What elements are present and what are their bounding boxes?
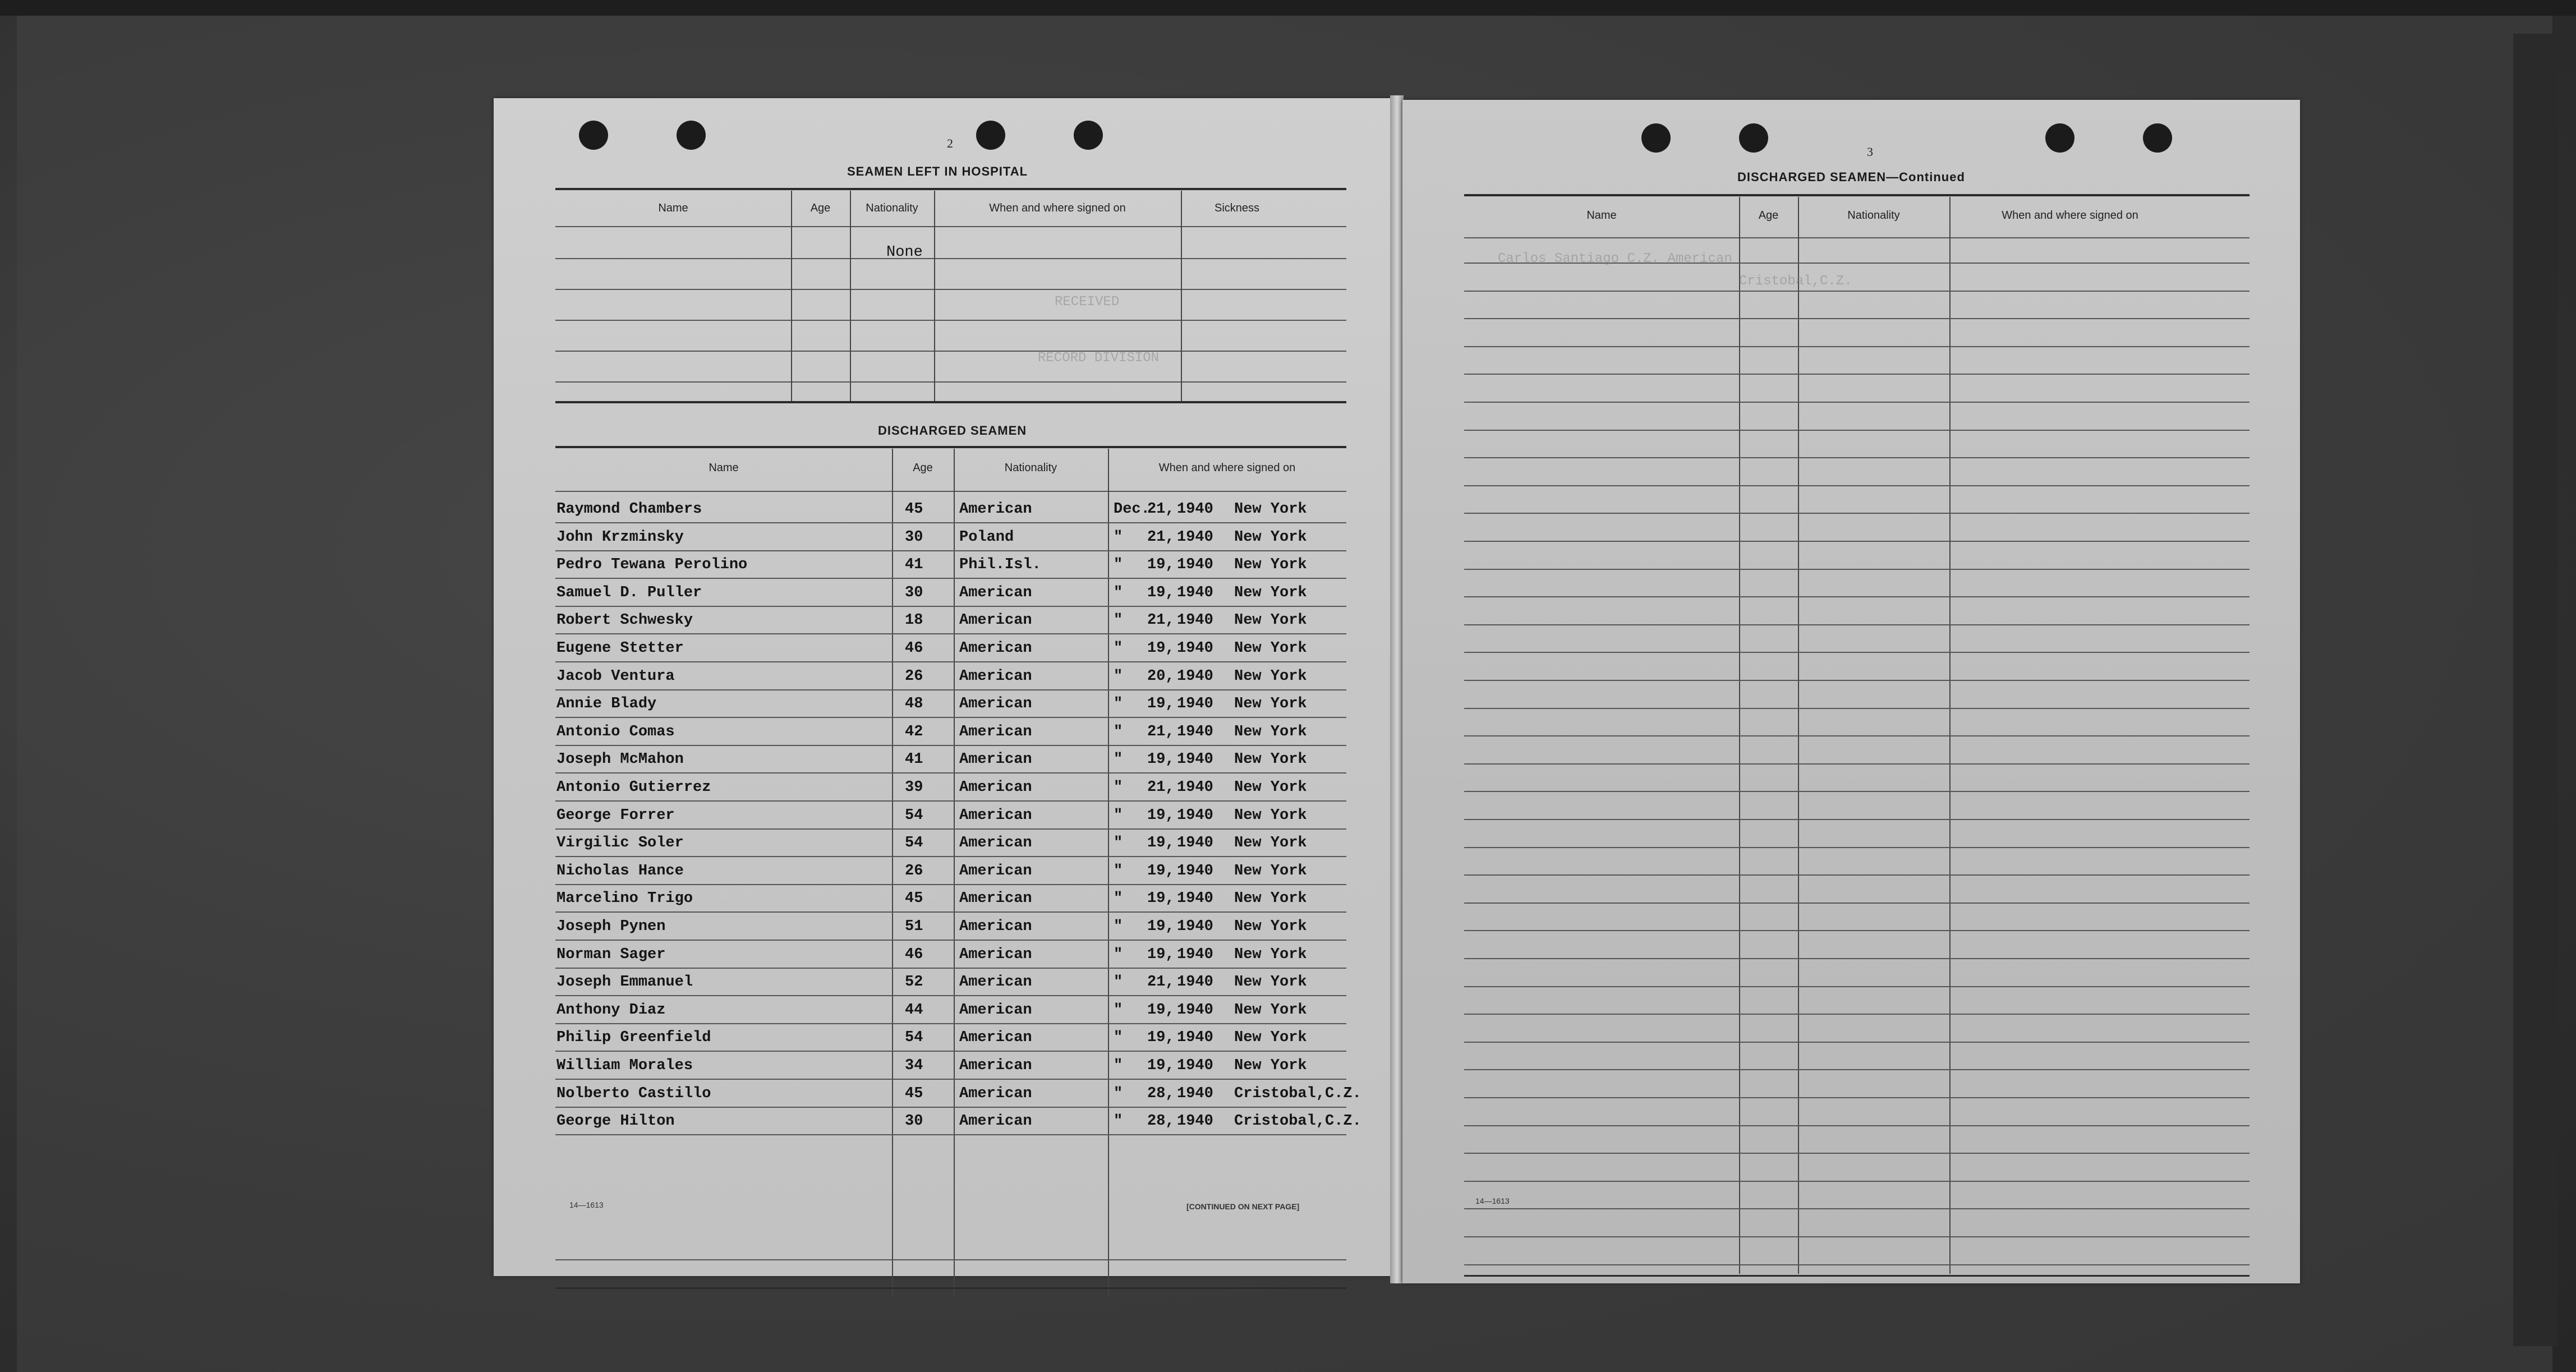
discharged-continued-title: DISCHARGED SEAMEN—Continued xyxy=(1737,170,1965,184)
table-row-line xyxy=(1464,1236,2250,1237)
seaman-name: Antonio Comas xyxy=(556,724,675,740)
table-row-line xyxy=(555,633,1346,634)
seaman-age: 41 xyxy=(905,751,923,768)
table-row-line xyxy=(1464,569,2250,570)
table-row-line xyxy=(1464,930,2250,931)
signed-on-month: " xyxy=(1114,556,1123,573)
seaman-name: Raymond Chambers xyxy=(556,501,702,518)
table-row-line xyxy=(1464,1208,2250,1209)
signed-on-month: " xyxy=(1114,640,1123,657)
seaman-name: Robert Schwesky xyxy=(556,612,693,629)
signed-on-month: " xyxy=(1114,807,1123,824)
signed-on-day: 19, xyxy=(1147,863,1175,880)
table-row-line xyxy=(555,1107,1346,1108)
seaman-age: 34 xyxy=(905,1057,923,1074)
seaman-name: Nicholas Hance xyxy=(556,863,684,880)
table-line xyxy=(555,351,1346,352)
table-row-line xyxy=(555,550,1346,551)
col-header-nationality: Nationality xyxy=(1004,462,1057,474)
seaman-nationality: American xyxy=(959,779,1032,796)
table-line xyxy=(555,1259,1346,1260)
table-row-line xyxy=(555,578,1346,579)
table-rule xyxy=(1464,194,2250,196)
seaman-nationality: American xyxy=(959,696,1032,712)
seaman-age: 45 xyxy=(905,1085,923,1102)
seaman-name: Eugene Stetter xyxy=(556,640,684,657)
signed-on-place: New York xyxy=(1234,1002,1307,1019)
seaman-age: 54 xyxy=(905,1029,923,1046)
signed-on-year: 1940 xyxy=(1177,974,1213,991)
table-row-line xyxy=(1464,1153,2250,1154)
signed-on-day: 21, xyxy=(1147,724,1175,740)
punch-hole xyxy=(1641,123,1671,153)
page-number: 2 xyxy=(947,136,953,150)
signed-on-place: New York xyxy=(1234,807,1307,824)
signed-on-month: " xyxy=(1114,779,1123,796)
seaman-name: Samuel D. Puller xyxy=(556,584,702,601)
signed-on-month: " xyxy=(1114,612,1123,629)
table-row-line xyxy=(1464,624,2250,625)
signed-on-day: 20, xyxy=(1147,668,1175,685)
seaman-age: 30 xyxy=(905,1113,923,1130)
signed-on-day: 21, xyxy=(1147,529,1175,546)
table-row-line xyxy=(555,745,1346,746)
seaman-age: 41 xyxy=(905,556,923,573)
seaman-nationality: Poland xyxy=(959,529,1014,546)
seaman-name: Norman Sager xyxy=(556,946,666,963)
table-row-line xyxy=(555,940,1346,941)
col-header-age: Age xyxy=(1758,209,1779,222)
seaman-age: 42 xyxy=(905,724,923,740)
seaman-nationality: American xyxy=(959,863,1032,880)
table-line xyxy=(555,289,1346,290)
signed-on-year: 1940 xyxy=(1177,1057,1213,1074)
table-row-line xyxy=(1464,735,2250,736)
signed-on-place: New York xyxy=(1234,529,1307,546)
table-row-line xyxy=(555,522,1346,523)
seaman-age: 18 xyxy=(905,612,923,629)
table-divider xyxy=(1181,191,1182,401)
seaman-nationality: American xyxy=(959,918,1032,935)
seaman-nationality: American xyxy=(959,724,1032,740)
seaman-nationality: Phil.Isl. xyxy=(959,556,1041,573)
table-row-line xyxy=(1464,513,2250,514)
table-row-line xyxy=(1464,708,2250,709)
signed-on-month: " xyxy=(1114,668,1123,685)
signed-on-month: " xyxy=(1114,863,1123,880)
table-row-line xyxy=(555,772,1346,774)
signed-on-year: 1940 xyxy=(1177,946,1213,963)
table-row-line xyxy=(1464,791,2250,792)
col-header-name: Name xyxy=(709,462,739,474)
punch-hole xyxy=(2045,123,2074,153)
signed-on-year: 1940 xyxy=(1177,724,1213,740)
signed-on-day: 28, xyxy=(1147,1113,1175,1130)
signed-on-place: New York xyxy=(1234,584,1307,601)
table-row-line xyxy=(555,1023,1346,1024)
continued-note: [CONTINUED ON NEXT PAGE] xyxy=(1186,1202,1300,1211)
right-page xyxy=(1402,100,2300,1283)
table-row-line xyxy=(555,995,1346,996)
signed-on-place: New York xyxy=(1234,863,1307,880)
signed-on-month: " xyxy=(1114,974,1123,991)
hospital-section-title: SEAMEN LEFT IN HOSPITAL xyxy=(847,164,1028,178)
table-row-line xyxy=(1464,430,2250,431)
table-row-line xyxy=(1464,541,2250,542)
signed-on-day: 19, xyxy=(1147,696,1175,712)
table-row-line xyxy=(555,717,1346,718)
punch-hole xyxy=(1739,123,1768,153)
signed-on-day: 19, xyxy=(1147,946,1175,963)
page-fold xyxy=(1390,95,1404,1283)
seaman-age: 54 xyxy=(905,807,923,824)
seaman-age: 48 xyxy=(905,696,923,712)
hospital-entry: None xyxy=(886,244,923,261)
signed-on-place: New York xyxy=(1234,918,1307,935)
signed-on-day: 21, xyxy=(1147,612,1175,629)
table-rule xyxy=(555,401,1346,403)
seaman-nationality: American xyxy=(959,612,1032,629)
table-row-line xyxy=(1464,1014,2250,1015)
signed-on-month: " xyxy=(1114,751,1123,768)
table-row-line xyxy=(1464,318,2250,319)
punch-hole xyxy=(677,121,706,150)
seaman-name: Joseph Emmanuel xyxy=(556,974,693,991)
table-row-line xyxy=(1464,958,2250,959)
signed-on-month: " xyxy=(1114,1002,1123,1019)
seaman-name: Nolberto Castillo xyxy=(556,1085,711,1102)
seaman-age: 26 xyxy=(905,668,923,685)
table-divider xyxy=(954,449,955,1296)
signed-on-day: 19, xyxy=(1147,1029,1175,1046)
table-divider xyxy=(850,191,851,401)
seaman-name: Antonio Gutierrez xyxy=(556,779,711,796)
seaman-nationality: American xyxy=(959,751,1032,768)
signed-on-month: " xyxy=(1114,946,1123,963)
signed-on-day: 19, xyxy=(1147,835,1175,851)
seaman-age: 46 xyxy=(905,640,923,657)
col-header-age: Age xyxy=(913,462,933,474)
signed-on-year: 1940 xyxy=(1177,556,1213,573)
seaman-name: Anthony Diaz xyxy=(556,1002,666,1019)
table-row-line xyxy=(1464,652,2250,653)
signed-on-place: New York xyxy=(1234,946,1307,963)
signed-on-month: " xyxy=(1114,918,1123,935)
table-row-line xyxy=(1464,457,2250,458)
table-row-line xyxy=(1464,1097,2250,1098)
seaman-nationality: American xyxy=(959,835,1032,851)
signed-on-place: Cristobal,C.Z. xyxy=(1234,1113,1361,1130)
seaman-nationality: American xyxy=(959,668,1032,685)
punch-hole xyxy=(579,121,608,150)
signed-on-day: 28, xyxy=(1147,1085,1175,1102)
seaman-age: 54 xyxy=(905,835,923,851)
signed-on-day: 19, xyxy=(1147,807,1175,824)
seaman-age: 39 xyxy=(905,779,923,796)
table-row-line xyxy=(1464,485,2250,486)
table-line xyxy=(555,258,1346,259)
signed-on-month: " xyxy=(1114,1029,1123,1046)
seaman-nationality: American xyxy=(959,1113,1032,1130)
seaman-nationality: American xyxy=(959,1029,1032,1046)
signed-on-place: New York xyxy=(1234,779,1307,796)
punch-hole xyxy=(1074,121,1103,150)
seaman-age: 44 xyxy=(905,1002,923,1019)
table-row-line xyxy=(1464,1264,2250,1265)
punch-hole xyxy=(2143,123,2172,153)
table-line xyxy=(555,381,1346,383)
signed-on-year: 1940 xyxy=(1177,1085,1213,1102)
table-line xyxy=(555,491,1346,492)
table-line xyxy=(555,320,1346,321)
discharged-section-title: DISCHARGED SEAMEN xyxy=(878,423,1027,438)
signed-on-day: 19, xyxy=(1147,890,1175,907)
signed-on-place: New York xyxy=(1234,1029,1307,1046)
signed-on-year: 1940 xyxy=(1177,890,1213,907)
seaman-name: Virgilic Soler xyxy=(556,835,684,851)
signed-on-day: 19, xyxy=(1147,1057,1175,1074)
table-divider xyxy=(892,449,893,1296)
bleed-through-text: Cristobal,C.Z. xyxy=(1739,274,1852,289)
signed-on-month: " xyxy=(1114,724,1123,740)
form-number: 14—1613 xyxy=(1475,1196,1510,1205)
seaman-age: 52 xyxy=(905,974,923,991)
seaman-name: Joseph McMahon xyxy=(556,751,684,768)
table-row-line xyxy=(555,689,1346,690)
seaman-age: 45 xyxy=(905,501,923,518)
table-row-line xyxy=(1464,847,2250,848)
signed-on-day: 19, xyxy=(1147,556,1175,573)
table-row-line xyxy=(555,1051,1346,1052)
signed-on-month: Dec. xyxy=(1114,501,1150,518)
signed-on-year: 1940 xyxy=(1177,918,1213,935)
col-header-sickness: Sickness xyxy=(1214,202,1260,214)
table-row-line xyxy=(1464,986,2250,987)
seaman-name: George Hilton xyxy=(556,1113,675,1130)
col-header-name: Name xyxy=(658,202,688,214)
signed-on-year: 1940 xyxy=(1177,612,1213,629)
table-divider xyxy=(934,191,935,401)
seaman-name: Joseph Pynen xyxy=(556,918,666,935)
table-rule xyxy=(1464,1275,2250,1277)
table-row-line xyxy=(1464,1042,2250,1043)
signed-on-year: 1940 xyxy=(1177,835,1213,851)
scan-top-border xyxy=(0,0,2576,16)
signed-on-place: New York xyxy=(1234,501,1307,518)
punch-hole xyxy=(976,121,1005,150)
signed-on-place: New York xyxy=(1234,556,1307,573)
seaman-nationality: American xyxy=(959,807,1032,824)
seaman-nationality: American xyxy=(959,946,1032,963)
signed-on-year: 1940 xyxy=(1177,1113,1213,1130)
signed-on-day: 19, xyxy=(1147,640,1175,657)
signed-on-day: 19, xyxy=(1147,751,1175,768)
seaman-nationality: American xyxy=(959,1085,1032,1102)
signed-on-place: New York xyxy=(1234,640,1307,657)
table-row-line xyxy=(555,800,1346,802)
signed-on-day: 19, xyxy=(1147,918,1175,935)
signed-on-month: " xyxy=(1114,1113,1123,1130)
seaman-nationality: American xyxy=(959,1002,1032,1019)
col-header-nationality: Nationality xyxy=(866,202,918,214)
seaman-nationality: American xyxy=(959,584,1032,601)
signed-on-place: New York xyxy=(1234,612,1307,629)
seaman-name: Annie Blady xyxy=(556,696,657,712)
seaman-age: 46 xyxy=(905,946,923,963)
seaman-nationality: American xyxy=(959,501,1032,518)
seaman-nationality: American xyxy=(959,974,1032,991)
signed-on-month: " xyxy=(1114,1085,1123,1102)
seaman-name: Jacob Ventura xyxy=(556,668,675,685)
table-rule xyxy=(555,1287,1346,1289)
signed-on-month: " xyxy=(1114,529,1123,546)
bleed-through-text: Carlos Santiago C.Z. American xyxy=(1498,251,1732,266)
table-row-line xyxy=(1464,346,2250,347)
signed-on-year: 1940 xyxy=(1177,529,1213,546)
table-row-line xyxy=(1464,819,2250,820)
signed-on-year: 1940 xyxy=(1177,751,1213,768)
seaman-age: 26 xyxy=(905,863,923,880)
signed-on-year: 1940 xyxy=(1177,501,1213,518)
signed-on-month: " xyxy=(1114,696,1123,712)
table-row-line xyxy=(555,968,1346,969)
signed-on-year: 1940 xyxy=(1177,640,1213,657)
table-row-line xyxy=(1464,763,2250,765)
signed-on-place: New York xyxy=(1234,974,1307,991)
table-rule xyxy=(555,188,1346,190)
signed-on-year: 1940 xyxy=(1177,863,1213,880)
col-header-signed-on: When and where signed on xyxy=(2002,209,2138,222)
signed-on-day: 19, xyxy=(1147,1002,1175,1019)
table-row-line xyxy=(1464,1181,2250,1182)
table-row-line xyxy=(1464,1125,2250,1126)
signed-on-place: New York xyxy=(1234,724,1307,740)
signed-on-year: 1940 xyxy=(1177,584,1213,601)
seaman-nationality: American xyxy=(959,640,1032,657)
table-row-line xyxy=(1464,596,2250,597)
signed-on-year: 1940 xyxy=(1177,807,1213,824)
signed-on-place: New York xyxy=(1234,1057,1307,1074)
table-row-line xyxy=(555,884,1346,885)
table-rule xyxy=(555,446,1346,448)
left-page xyxy=(494,98,1391,1276)
bleed-through-stamp: RECEIVED xyxy=(1055,294,1120,310)
seaman-name: William Morales xyxy=(556,1057,693,1074)
signed-on-month: " xyxy=(1114,835,1123,851)
table-row-line xyxy=(1464,1069,2250,1070)
table-row-line xyxy=(1464,680,2250,681)
scan-right-border xyxy=(2513,34,2558,1346)
signed-on-place: New York xyxy=(1234,668,1307,685)
table-row-line xyxy=(1464,291,2250,292)
seaman-nationality: American xyxy=(959,1057,1032,1074)
signed-on-year: 1940 xyxy=(1177,1029,1213,1046)
table-divider xyxy=(791,191,792,401)
signed-on-place: New York xyxy=(1234,890,1307,907)
signed-on-month: " xyxy=(1114,1057,1123,1074)
col-header-signed-on: When and where signed on xyxy=(989,202,1126,214)
signed-on-month: " xyxy=(1114,890,1123,907)
seaman-age: 30 xyxy=(905,529,923,546)
signed-on-place: New York xyxy=(1234,696,1307,712)
table-row-line xyxy=(555,856,1346,857)
signed-on-day: 21, xyxy=(1147,974,1175,991)
table-line xyxy=(1464,237,2250,238)
table-row-line xyxy=(555,661,1346,662)
seaman-name: John Krzminsky xyxy=(556,529,684,546)
seaman-age: 30 xyxy=(905,584,923,601)
seaman-nationality: American xyxy=(959,890,1032,907)
seaman-name: Philip Greenfield xyxy=(556,1029,711,1046)
signed-on-place: New York xyxy=(1234,835,1307,851)
seaman-name: Marcelino Trigo xyxy=(556,890,693,907)
signed-on-place: Cristobal,C.Z. xyxy=(1234,1085,1361,1102)
signed-on-year: 1940 xyxy=(1177,1002,1213,1019)
table-row-line xyxy=(1464,374,2250,375)
signed-on-year: 1940 xyxy=(1177,779,1213,796)
col-header-signed-on: When and where signed on xyxy=(1158,462,1296,474)
table-row-line xyxy=(555,606,1346,607)
table-divider xyxy=(1108,449,1109,1296)
table-line xyxy=(555,226,1346,227)
seaman-age: 45 xyxy=(905,890,923,907)
signed-on-month: " xyxy=(1114,584,1123,601)
table-row-line xyxy=(555,911,1346,913)
table-row-line xyxy=(555,1079,1346,1080)
table-row-line xyxy=(1464,903,2250,904)
seaman-name: Pedro Tewana Perolino xyxy=(556,556,748,573)
table-row-line xyxy=(555,828,1346,830)
col-header-name: Name xyxy=(1586,209,1617,222)
table-row-line xyxy=(555,1134,1346,1135)
table-row-line xyxy=(1464,402,2250,403)
col-header-nationality: Nationality xyxy=(1847,209,1900,222)
form-number: 14—1613 xyxy=(569,1200,604,1209)
col-header-age: Age xyxy=(810,202,831,214)
table-row-line xyxy=(1464,874,2250,876)
seaman-age: 51 xyxy=(905,918,923,935)
signed-on-place: New York xyxy=(1234,751,1307,768)
seaman-name: George Forrer xyxy=(556,807,675,824)
signed-on-day: 19, xyxy=(1147,584,1175,601)
signed-on-day: 21, xyxy=(1147,501,1175,518)
bleed-through-stamp: RECORD DIVISION xyxy=(1038,351,1160,366)
signed-on-year: 1940 xyxy=(1177,668,1213,685)
signed-on-year: 1940 xyxy=(1177,696,1213,712)
signed-on-day: 21, xyxy=(1147,779,1175,796)
page-number: 3 xyxy=(1867,145,1873,159)
